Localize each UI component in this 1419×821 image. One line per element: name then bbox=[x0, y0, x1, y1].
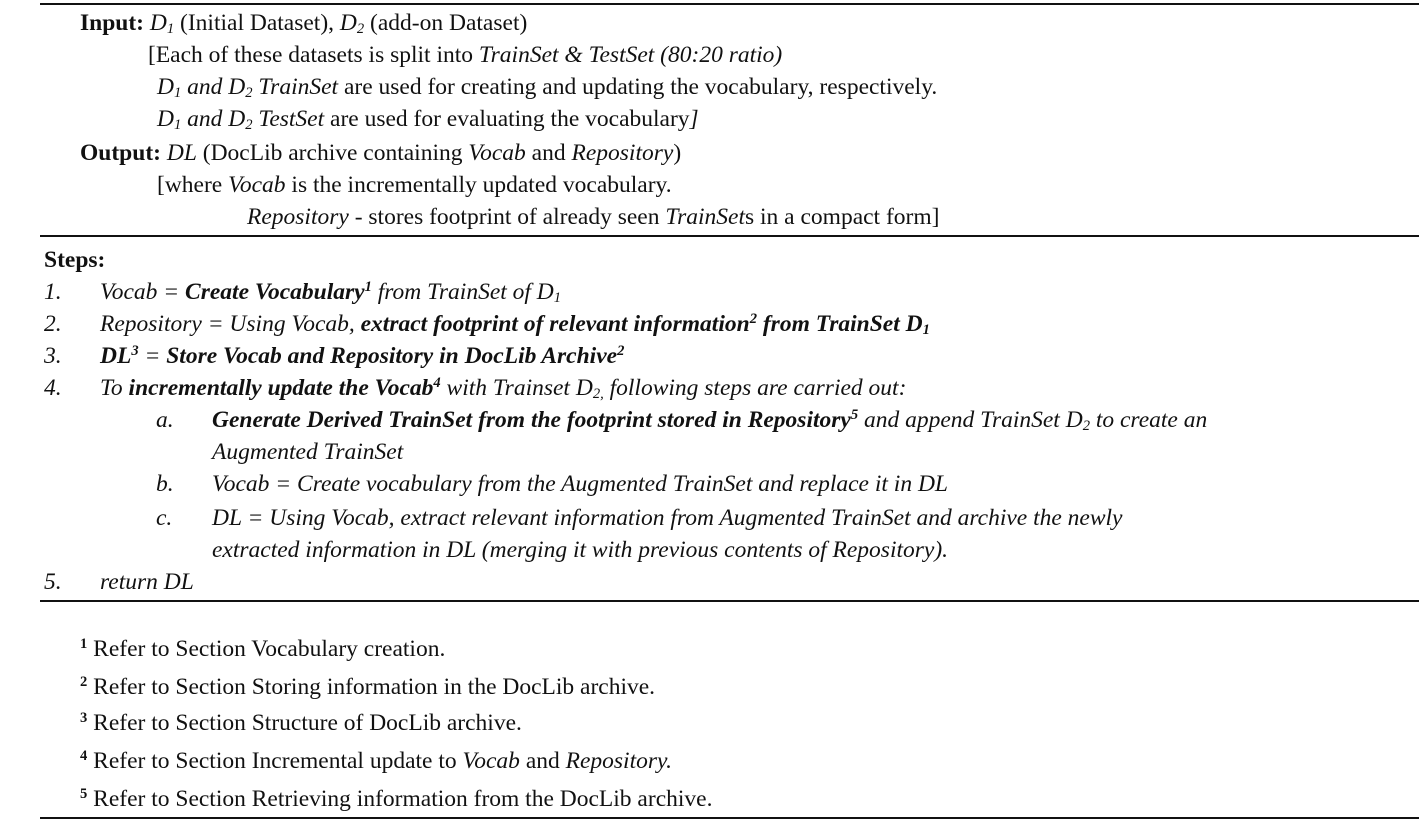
input-line: Input: $D_1$ (Initial Dataset), $D_2$ (add-on Dataset) bbox=[80, 10, 528, 38]
output-line: Output: DL (DocLib archive containing Vocab and Repository) bbox=[80, 140, 682, 166]
step-4c: c. DL = Using Vocab, extract relevant information from Augmented TrainSet and archive the newly bbox=[156, 505, 1123, 531]
steps-label: Steps: bbox=[44, 247, 106, 273]
output-label: Output: bbox=[80, 140, 161, 166]
step-4c-cont: extracted information in DL (merging it with previous contents of Repository). bbox=[212, 537, 949, 563]
mid-rule bbox=[40, 235, 1419, 237]
step-5: 5. return DL bbox=[44, 569, 194, 595]
step-4: 4. To incrementally update the Vocab$^4$ with Trainset $D_{2,}$ following steps are carried out: bbox=[44, 375, 907, 403]
output-note-1: [where Vocab is the incrementally updated vocabulary. bbox=[157, 172, 672, 198]
step-1: 1. Vocab = Create Vocabulary$^1$ from TrainSet of $D_1$ bbox=[44, 279, 562, 307]
step-2: 2. Repository = Using Vocab, extract footprint of relevant information$^2$ from TrainSet $D_1$ bbox=[44, 311, 930, 339]
bottom-rule bbox=[40, 817, 1419, 819]
footnote-4: $^4$ Refer to Section Incremental update to Vocab and Repository. bbox=[80, 748, 673, 774]
input-note-2: $D_1$ and $D_2$ TrainSet are used for creating and updating the vocabulary, respectively. bbox=[157, 74, 938, 102]
input-note-1: [Each of these datasets is split into TrainSet & TestSet (80:20 ratio) bbox=[148, 42, 783, 68]
footnote-1: $^1$ Refer to Section Vocabulary creation. bbox=[80, 636, 446, 662]
input-label: Input: bbox=[80, 10, 145, 36]
output-note-2: Repository - stores footprint of already seen TrainSets in a compact form] bbox=[247, 204, 940, 230]
step-4a-cont: Augmented TrainSet bbox=[212, 439, 404, 465]
top-rule bbox=[40, 3, 1419, 5]
step-3: 3. $DL^3$ = Store Vocab and Repository in DocLib Archive$^2$ bbox=[44, 343, 625, 369]
step-4b: b. Vocab = Create vocabulary from the Augmented TrainSet and replace it in DL bbox=[156, 471, 948, 497]
footnote-5: $^5$ Refer to Section Retrieving information from the DocLib archive. bbox=[80, 786, 713, 812]
step-4a: a. Generate Derived TrainSet from the footprint stored in Repository$^5$ and append TrainSet $D_2$ to create an bbox=[156, 407, 1208, 435]
steps-bottom-rule bbox=[40, 600, 1419, 602]
footnote-3: $^3$ Refer to Section Structure of DocLib archive. bbox=[80, 710, 522, 736]
input-note-3: $D_1$ and $D_2$ TestSet are used for evaluating the vocabulary] bbox=[157, 106, 699, 134]
footnote-2: $^2$ Refer to Section Storing information in the DocLib archive. bbox=[80, 674, 656, 700]
